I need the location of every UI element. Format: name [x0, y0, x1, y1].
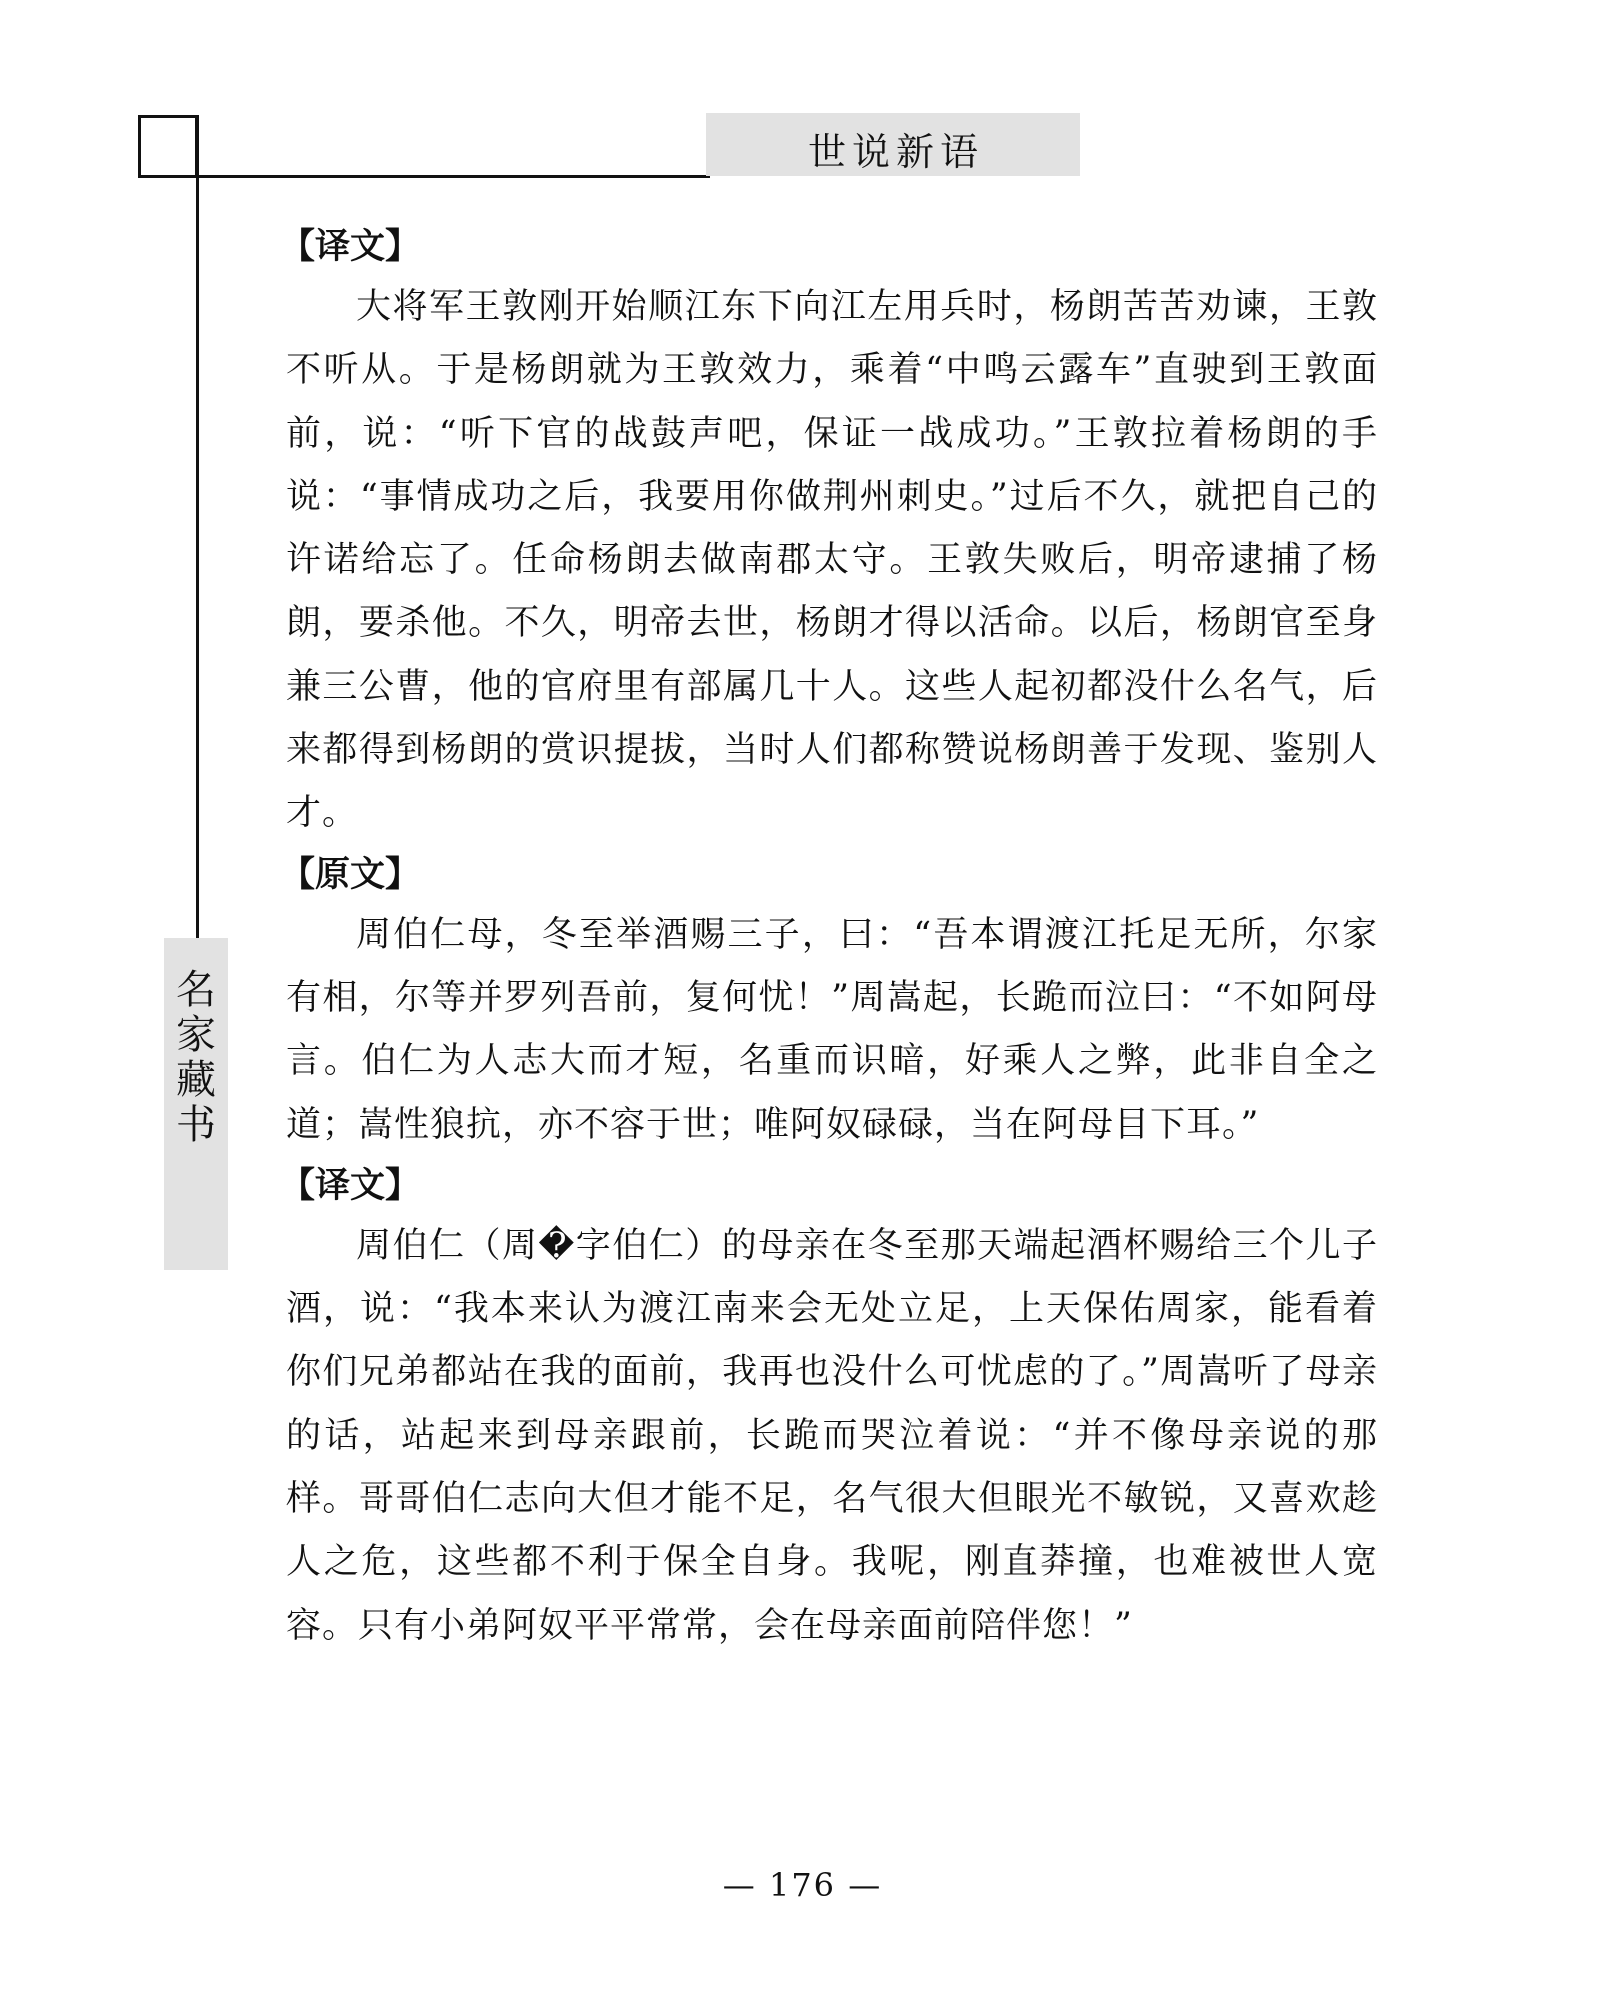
paragraph: 大将军王敦刚开始顺江东下向江左用兵时，杨朗苦苦劝谏，王敦不听从。于是杨朗就为王敦效力，乘着“中鸣云露车”直驶到王敦面前，说：“听下官的战鼓声吧，保证一战成功。”王敦拉着杨朗的手说：“事情成功之后，我要用你做荆州刺史。”过后不久，就把自己的许诺给忘了。任命杨朗去做南郡太守。王敦失败后，明帝逮捕了杨朗，要杀他。不久，明帝去世，杨朗才得以活命。以后，杨朗官至身兼三公曹，他的官府里有部属几十人。这些人起初都没什么名气，后来都得到杨朗的赏识提拔，当时人们都称赞说杨朗善于发现、鉴别人才。 [286, 287, 1378, 834]
page-body [280, 218, 1378, 1658]
side-tab-char: 书 [176, 1102, 216, 1148]
margin-rule [196, 115, 199, 940]
series-side-tab [164, 938, 228, 1270]
translation-section-1 [280, 218, 1378, 846]
paragraph: 周伯仁母，冬至举酒赐三子，曰：“吾本谓渡江托足无所，尔家有相，尔等并罗列吾前，复何忧！”周嵩起，长跪而泣曰：“不如阿母言。伯仁为人志大而才短，名重而识暗，好乘人之弊，此非自全之道；嵩性狼抗，亦不容于世；唯阿奴碌碌，当在阿母目下耳。” [286, 914, 1378, 1145]
page-number: — 176 — [722, 1866, 883, 1904]
section-heading: 【译文】 [280, 1165, 421, 1206]
header-rule [138, 175, 710, 178]
translation-section-2 [280, 1157, 1378, 1658]
section-heading: 【译文】 [280, 227, 421, 267]
paragraph: 周伯仁（周�字伯仁）的母亲在冬至那天端起酒杯赐给三个儿子酒，说：“我本来认为渡江南来会无处立足，上天保佑周家，能看着你们兄弟都站在我的面前，我再也没什么可忧虑的了。”周嵩听了母亲的话，站起来到母亲跟前，长跪而哭泣着说：“并不像母亲说的那样。哥哥伯仁志向大但才能不足，名气很大但眼光不敏锐，又喜欢趁人之危，这些都不利于保全自身。我呢，刚直莽撞，也难被世人宽容。只有小弟阿奴平平常常，会在母亲面前陪伴您！” [286, 1225, 1378, 1646]
side-tab-char: 家 [176, 1012, 216, 1058]
corner-frame [138, 115, 198, 178]
side-tab-char: 名 [176, 967, 216, 1013]
running-header [706, 113, 1080, 176]
section-heading: 【原文】 [280, 854, 421, 895]
original-text-section [280, 846, 1378, 1157]
book-title: 世说新语 [807, 130, 984, 174]
side-tab-char: 藏 [176, 1057, 216, 1103]
